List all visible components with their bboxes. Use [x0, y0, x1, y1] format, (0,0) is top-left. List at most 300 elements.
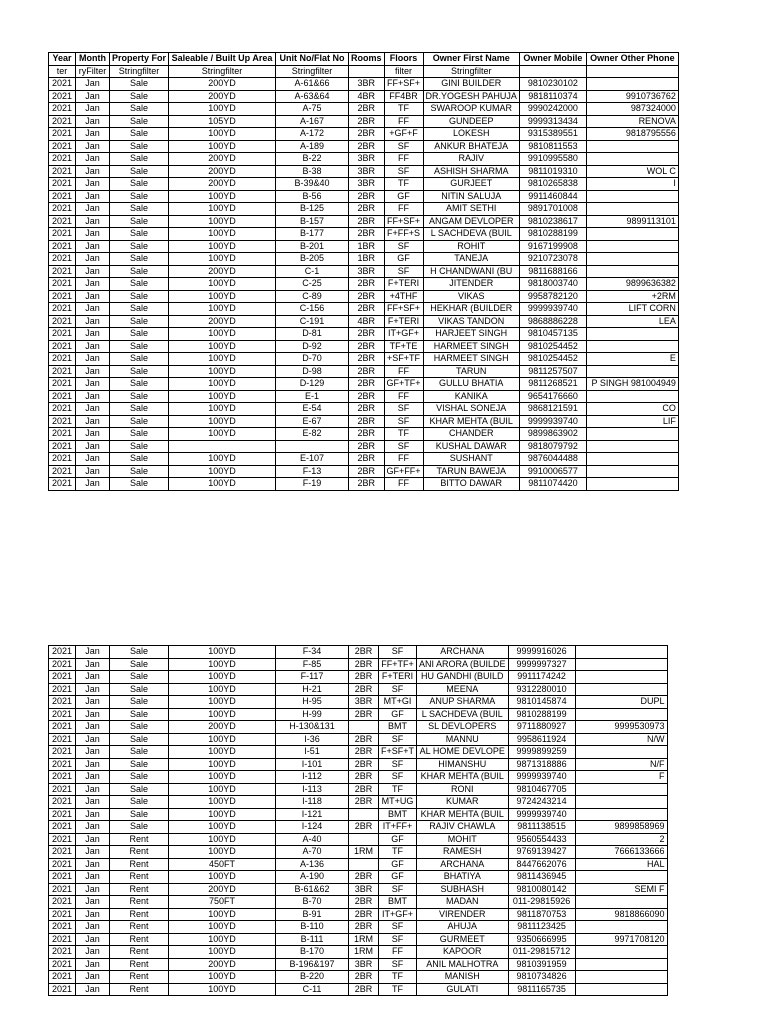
data-cell-1: Jan	[76, 415, 110, 428]
data-cell-5: 2BR	[349, 783, 379, 796]
data-cell-8: 9958782120	[519, 290, 586, 303]
data-cell-7: HEKHAR (BUILDER	[423, 303, 519, 316]
table-row	[49, 846, 668, 859]
data-cell-4: F-34	[276, 646, 349, 659]
data-cell-8: 9811257507	[519, 365, 586, 378]
table-row	[49, 353, 679, 366]
data-cell-0: 2021	[49, 365, 76, 378]
table-row	[49, 440, 679, 453]
data-cell-2: Sale	[110, 140, 169, 153]
data-cell-3: 100YD	[169, 671, 276, 684]
data-cell-7: HIMANSHU	[417, 758, 509, 771]
data-cell-7: GULLU BHATIA	[423, 378, 519, 391]
data-cell-2: Sale	[110, 796, 169, 809]
data-cell-2: Sale	[110, 771, 169, 784]
data-cell-4: H-130&131	[276, 721, 349, 734]
data-cell-7: L SACHDEVA (BUIL	[423, 228, 519, 241]
data-cell-2: Sale	[110, 440, 169, 453]
table-row	[49, 971, 668, 984]
data-cell-2: Sale	[110, 340, 169, 353]
data-cell-5: 2BR	[349, 128, 385, 141]
data-cell-0: 2021	[49, 683, 76, 696]
data-cell-8: 011-29815926	[508, 896, 575, 909]
data-cell-6: GF	[379, 871, 417, 884]
data-cell-2: Rent	[110, 958, 169, 971]
data-cell-7: KUMAR	[417, 796, 509, 809]
data-cell-1: Jan	[76, 646, 110, 659]
data-cell-6: IT+FF+	[379, 821, 417, 834]
data-cell-0: 2021	[49, 90, 76, 103]
data-cell-4: B-91	[276, 908, 349, 921]
data-cell-4: A-189	[276, 140, 349, 153]
data-cell-9: P SINGH 981004949	[586, 378, 678, 391]
data-cell-9	[575, 646, 667, 659]
data-cell-3: 100YD	[169, 340, 276, 353]
data-cell-8: 9350666995	[508, 933, 575, 946]
data-cell-3: 100YD	[169, 696, 276, 709]
data-cell-8: 9999899259	[508, 746, 575, 759]
data-cell-2: Sale	[110, 115, 169, 128]
data-cell-8: 9999939740	[508, 808, 575, 821]
filter-cell-3: Stringfilter	[169, 65, 276, 78]
data-cell-5: 2BR	[349, 190, 385, 203]
data-cell-3: 200YD	[169, 90, 276, 103]
data-cell-7: RAMESH	[417, 846, 509, 859]
data-cell-7: L SACHDEVA (BUIL	[417, 708, 509, 721]
data-cell-2: Sale	[110, 415, 169, 428]
data-cell-9: LEA	[586, 315, 678, 328]
table-row	[49, 190, 679, 203]
data-cell-5: 2BR	[349, 378, 385, 391]
data-cell-0: 2021	[49, 708, 76, 721]
data-cell-4: H-99	[276, 708, 349, 721]
data-cell-6: BMT	[379, 896, 417, 909]
data-cell-7: MANNU	[417, 733, 509, 746]
data-cell-5: 2BR	[349, 908, 379, 921]
data-cell-1: Jan	[76, 946, 110, 959]
data-cell-9	[575, 746, 667, 759]
data-cell-2: Sale	[110, 78, 169, 91]
table-row	[49, 403, 679, 416]
data-cell-3	[169, 440, 276, 453]
data-cell-4: C-89	[276, 290, 349, 303]
data-cell-7: TANEJA	[423, 253, 519, 266]
data-cell-0: 2021	[49, 846, 76, 859]
data-cell-5: 2BR	[349, 428, 385, 441]
data-cell-9: RENOVA	[586, 115, 678, 128]
data-cell-0: 2021	[49, 933, 76, 946]
data-cell-8: 9810391959	[508, 958, 575, 971]
data-cell-3: 100YD	[169, 771, 276, 784]
data-cell-1: Jan	[76, 896, 110, 909]
data-cell-1: Jan	[76, 871, 110, 884]
data-cell-4: D-92	[276, 340, 349, 353]
data-cell-9	[575, 971, 667, 984]
data-cell-1: Jan	[76, 178, 110, 191]
data-cell-2: Sale	[110, 465, 169, 478]
data-cell-7: ROHIT	[423, 240, 519, 253]
data-cell-9: E	[586, 353, 678, 366]
data-cell-7: KUSHAL DAWAR	[423, 440, 519, 453]
data-cell-5: 2BR	[349, 415, 385, 428]
data-cell-1: Jan	[76, 883, 110, 896]
data-cell-8: 9811436945	[508, 871, 575, 884]
data-cell-6: +4THF	[384, 290, 423, 303]
data-cell-1: Jan	[76, 140, 110, 153]
data-cell-0: 2021	[49, 946, 76, 959]
data-cell-6: GF	[379, 858, 417, 871]
data-cell-4: D-98	[276, 365, 349, 378]
data-cell-5: 1BR	[349, 240, 385, 253]
data-cell-1: Jan	[76, 403, 110, 416]
data-cell-5: 2BR	[349, 328, 385, 341]
data-cell-9	[575, 708, 667, 721]
data-cell-0: 2021	[49, 278, 76, 291]
data-cell-7: ASHISH SHARMA	[423, 165, 519, 178]
data-cell-4: I-51	[276, 746, 349, 759]
data-cell-1: Jan	[76, 253, 110, 266]
data-cell-7: RAJIV	[423, 153, 519, 166]
data-cell-1: Jan	[76, 128, 110, 141]
data-cell-8: 9911174242	[508, 671, 575, 684]
data-cell-0: 2021	[49, 983, 76, 996]
data-cell-7: ANIL MALHOTRA	[417, 958, 509, 971]
header-cell-5: Rooms	[349, 53, 385, 66]
data-cell-3: 200YD	[169, 958, 276, 971]
data-cell-4: B-111	[276, 933, 349, 946]
data-cell-7: KANIKA	[423, 390, 519, 403]
data-cell-7: GURJEET	[423, 178, 519, 191]
data-cell-9: 9899113101	[586, 215, 678, 228]
data-cell-0: 2021	[49, 240, 76, 253]
data-cell-1: Jan	[76, 315, 110, 328]
data-cell-9: 9999530973	[575, 721, 667, 734]
data-cell-4: A-63&64	[276, 90, 349, 103]
data-cell-0: 2021	[49, 78, 76, 91]
data-cell-8: 9810288199	[508, 708, 575, 721]
data-cell-5: 2BR	[349, 215, 385, 228]
data-cell-1: Jan	[76, 783, 110, 796]
data-cell-2: Sale	[110, 478, 169, 491]
data-cell-5: 2BR	[349, 771, 379, 784]
data-cell-6: FF	[384, 478, 423, 491]
data-cell-1: Jan	[76, 190, 110, 203]
data-cell-8: 9999313434	[519, 115, 586, 128]
data-cell-9	[575, 871, 667, 884]
data-cell-9	[575, 896, 667, 909]
data-cell-6: TF	[379, 846, 417, 859]
data-cell-0: 2021	[49, 128, 76, 141]
table-row	[49, 240, 679, 253]
data-cell-7: RONI	[417, 783, 509, 796]
data-cell-2: Sale	[110, 808, 169, 821]
data-cell-7: AMIT SETHI	[423, 203, 519, 216]
data-cell-4: A-75	[276, 103, 349, 116]
data-cell-2: Rent	[110, 933, 169, 946]
data-cell-9	[586, 453, 678, 466]
data-cell-0: 2021	[49, 721, 76, 734]
data-cell-4: A-136	[276, 858, 349, 871]
data-cell-5: 4BR	[349, 90, 385, 103]
table-row	[49, 646, 668, 659]
data-cell-3: 100YD	[169, 733, 276, 746]
data-cell-2: Rent	[110, 896, 169, 909]
data-cell-4: A-172	[276, 128, 349, 141]
data-cell-5: 2BR	[349, 353, 385, 366]
data-cell-4: D-81	[276, 328, 349, 341]
data-cell-4: F-117	[276, 671, 349, 684]
data-cell-0: 2021	[49, 783, 76, 796]
data-cell-6: SF	[384, 440, 423, 453]
data-cell-4: I-121	[276, 808, 349, 821]
data-cell-3: 200YD	[169, 883, 276, 896]
data-cell-4: D-129	[276, 378, 349, 391]
data-cell-1: Jan	[76, 90, 110, 103]
data-cell-8: 9810080142	[508, 883, 575, 896]
data-cell-0: 2021	[49, 453, 76, 466]
data-cell-3: 100YD	[169, 378, 276, 391]
data-cell-6: SF	[384, 240, 423, 253]
data-cell-7: HARMEET SINGH	[423, 340, 519, 353]
data-cell-5: 3BR	[349, 265, 385, 278]
data-cell-6: MT+UG	[379, 796, 417, 809]
data-cell-6: IT+GF+	[384, 328, 423, 341]
data-cell-2: Sale	[110, 303, 169, 316]
data-cell-6: FF	[384, 203, 423, 216]
data-cell-4: E-54	[276, 403, 349, 416]
data-cell-4: B-177	[276, 228, 349, 241]
data-cell-2: Rent	[110, 833, 169, 846]
data-cell-7: GUNDEEP	[423, 115, 519, 128]
data-cell-5: 2BR	[349, 708, 379, 721]
table-row	[49, 821, 668, 834]
data-cell-1: Jan	[76, 365, 110, 378]
data-cell-7: TARUN	[423, 365, 519, 378]
data-cell-4: B-38	[276, 165, 349, 178]
data-cell-2: Sale	[110, 153, 169, 166]
data-cell-1: Jan	[76, 733, 110, 746]
data-cell-8: 9811019310	[519, 165, 586, 178]
data-cell-2: Sale	[110, 403, 169, 416]
data-cell-6: FF	[384, 153, 423, 166]
data-cell-0: 2021	[49, 390, 76, 403]
data-cell-4: B-22	[276, 153, 349, 166]
data-cell-7: VIKAS TANDON	[423, 315, 519, 328]
header-cell-0: Year	[49, 53, 76, 66]
data-cell-0: 2021	[49, 153, 76, 166]
data-cell-5: 2BR	[349, 921, 379, 934]
data-cell-1: Jan	[76, 440, 110, 453]
data-cell-5: 2BR	[349, 465, 385, 478]
table-row	[49, 908, 668, 921]
data-cell-1: Jan	[76, 983, 110, 996]
data-cell-7: NITIN SALUJA	[423, 190, 519, 203]
data-cell-8: 9891701008	[519, 203, 586, 216]
data-cell-8: 9811688166	[519, 265, 586, 278]
data-cell-8: 9315389551	[519, 128, 586, 141]
data-cell-0: 2021	[49, 971, 76, 984]
data-cell-5: 2BR	[349, 896, 379, 909]
data-cell-1: Jan	[76, 165, 110, 178]
data-cell-9	[586, 340, 678, 353]
data-cell-9	[586, 428, 678, 441]
data-cell-7: AL HOME DEVLOPE	[417, 746, 509, 759]
data-cell-3: 200YD	[169, 153, 276, 166]
data-cell-8: 9810734826	[508, 971, 575, 984]
table-row	[49, 453, 679, 466]
data-cell-1: Jan	[76, 821, 110, 834]
data-cell-4: E-107	[276, 453, 349, 466]
data-cell-8: 9876044488	[519, 453, 586, 466]
table-row	[49, 933, 668, 946]
data-cell-0: 2021	[49, 821, 76, 834]
data-cell-8: 9910995580	[519, 153, 586, 166]
data-cell-5: 2BR	[349, 478, 385, 491]
data-cell-5: 2BR	[349, 403, 385, 416]
data-cell-1: Jan	[76, 290, 110, 303]
data-cell-2: Rent	[110, 921, 169, 934]
data-cell-2: Sale	[110, 328, 169, 341]
data-cell-6: TF	[379, 983, 417, 996]
data-cell-8: 9999939740	[519, 415, 586, 428]
data-cell-4: B-70	[276, 896, 349, 909]
data-cell-0: 2021	[49, 883, 76, 896]
table-row	[49, 983, 668, 996]
data-cell-7: DR.YOGESH PAHUJA	[423, 90, 519, 103]
table-row	[49, 90, 679, 103]
data-cell-3: 100YD	[169, 290, 276, 303]
table-row	[49, 253, 679, 266]
data-cell-9: 7666133666	[575, 846, 667, 859]
data-cell-6: SF	[379, 883, 417, 896]
data-cell-3: 200YD	[169, 315, 276, 328]
data-cell-3: 100YD	[169, 428, 276, 441]
data-cell-7: MANISH	[417, 971, 509, 984]
data-cell-1: Jan	[76, 833, 110, 846]
data-cell-2: Sale	[110, 253, 169, 266]
data-cell-3: 100YD	[169, 746, 276, 759]
data-cell-2: Sale	[110, 646, 169, 659]
data-cell-4: E-67	[276, 415, 349, 428]
data-cell-7: MEENA	[417, 683, 509, 696]
data-cell-4: D-70	[276, 353, 349, 366]
data-cell-5: 2BR	[349, 658, 379, 671]
data-cell-3: 100YD	[169, 846, 276, 859]
data-cell-4: B-56	[276, 190, 349, 203]
data-cell-4: A-40	[276, 833, 349, 846]
table-row	[49, 215, 679, 228]
data-cell-6: SF	[379, 771, 417, 784]
data-cell-8: 9811268521	[519, 378, 586, 391]
header-cell-4: Unit No/Flat No	[276, 53, 349, 66]
data-cell-4: I-113	[276, 783, 349, 796]
data-cell-1: Jan	[76, 453, 110, 466]
data-cell-5: 1BR	[349, 253, 385, 266]
listing-table-top	[48, 52, 679, 491]
data-cell-9	[586, 328, 678, 341]
data-cell-6: GF	[379, 708, 417, 721]
data-cell-0: 2021	[49, 871, 76, 884]
data-cell-0: 2021	[49, 253, 76, 266]
data-cell-6: GF+FF+	[384, 465, 423, 478]
data-cell-8: 9990242000	[519, 103, 586, 116]
data-cell-6: TF	[384, 428, 423, 441]
data-cell-1: Jan	[76, 465, 110, 478]
header-cell-6: Floors	[384, 53, 423, 66]
data-cell-0: 2021	[49, 428, 76, 441]
data-cell-9	[575, 983, 667, 996]
data-cell-2: Sale	[110, 90, 169, 103]
data-cell-6: FF+SF+	[384, 78, 423, 91]
data-cell-2: Sale	[110, 190, 169, 203]
data-cell-0: 2021	[49, 190, 76, 203]
data-cell-1: Jan	[76, 708, 110, 721]
data-cell-4: A-61&66	[276, 78, 349, 91]
table-row	[49, 178, 679, 191]
data-cell-7: BITTO DAWAR	[423, 478, 519, 491]
table-row	[49, 833, 668, 846]
data-cell-0: 2021	[49, 833, 76, 846]
data-cell-5: 2BR	[349, 453, 385, 466]
data-cell-0: 2021	[49, 115, 76, 128]
data-cell-7: VIRENDER	[417, 908, 509, 921]
data-cell-0: 2021	[49, 328, 76, 341]
data-cell-5: 2BR	[349, 140, 385, 153]
data-cell-6: SF	[384, 265, 423, 278]
data-cell-4: B-201	[276, 240, 349, 253]
data-cell-4: B-196&197	[276, 958, 349, 971]
data-cell-8: 9811138515	[508, 821, 575, 834]
data-cell-7: SUSHANT	[423, 453, 519, 466]
data-cell-1: Jan	[76, 658, 110, 671]
data-cell-4: I-101	[276, 758, 349, 771]
data-cell-3: 200YD	[169, 178, 276, 191]
data-cell-9	[586, 190, 678, 203]
data-cell-5: 2BR	[349, 983, 379, 996]
data-cell-8: 9312280010	[508, 683, 575, 696]
data-cell-4: B-39&40	[276, 178, 349, 191]
data-cell-9	[575, 921, 667, 934]
data-cell-5: 3BR	[349, 78, 385, 91]
data-cell-5: 2BR	[349, 671, 379, 684]
data-cell-1: Jan	[76, 265, 110, 278]
data-cell-2: Rent	[110, 858, 169, 871]
data-cell-6: FF+TF+	[379, 658, 417, 671]
data-cell-5	[349, 858, 379, 871]
data-cell-1: Jan	[76, 378, 110, 391]
data-cell-5: 2BR	[349, 365, 385, 378]
data-cell-6: GF	[379, 833, 417, 846]
data-cell-4: B-170	[276, 946, 349, 959]
data-cell-1: Jan	[76, 153, 110, 166]
data-cell-5: 2BR	[349, 115, 385, 128]
data-cell-3: 100YD	[169, 128, 276, 141]
data-cell-5: 2BR	[349, 103, 385, 116]
data-cell-4: E-1	[276, 390, 349, 403]
data-cell-2: Sale	[110, 128, 169, 141]
header-cell-9: Owner Other Phone	[586, 53, 678, 66]
data-cell-7: RAJIV CHAWLA	[417, 821, 509, 834]
header-cell-3: Saleable / Built Up Area	[169, 53, 276, 66]
filter-cell-5	[349, 65, 385, 78]
data-cell-8: 9818079792	[519, 440, 586, 453]
data-cell-4: I-124	[276, 821, 349, 834]
data-cell-9: 987324000	[586, 103, 678, 116]
data-cell-2: Sale	[110, 165, 169, 178]
data-cell-9: 9910736762	[586, 90, 678, 103]
data-cell-2: Sale	[110, 178, 169, 191]
data-cell-3: 100YD	[169, 215, 276, 228]
